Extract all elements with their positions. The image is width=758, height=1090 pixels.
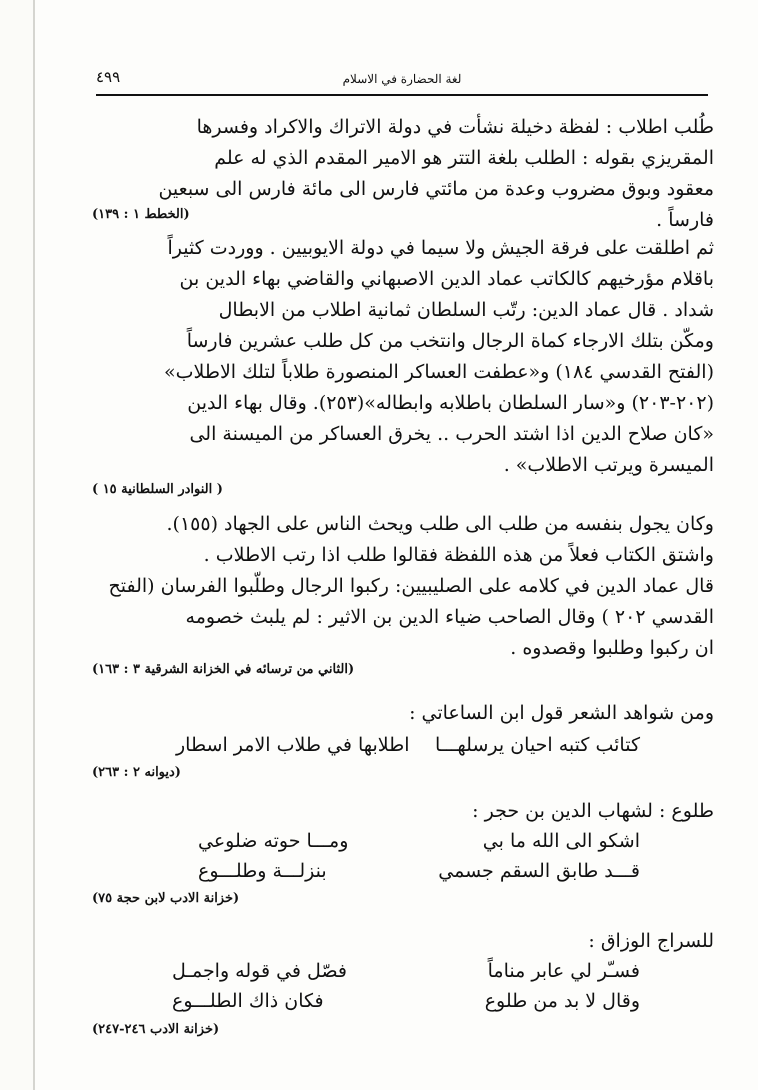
text-line: ومكّن بتلك الارجاء كماة الرجال وانتخب من كل طلب عشرين فارساً <box>186 330 714 352</box>
verse-hemistich: قـــد طابق السقم جسمي <box>438 860 640 882</box>
text-line: القدسي ٢٠٢ ) وقال الصاحب ضياء الدين بن الاثير : لم يلبث خصومه <box>185 606 714 628</box>
paragraph-ayyubid <box>92 233 714 481</box>
text-line: فارساً . <box>656 209 714 231</box>
source-citation: (الخطط ١ : ١٣٩) <box>92 207 190 222</box>
text-line: معقود وبوق مضروب وعدة من مائتي فارس الى مائة فارس الى سبعين <box>158 178 714 200</box>
text-line: قال عماد الدين في كلامه على الصليبيين: ركبوا الرجال وطلّبوا الفرسان (الفتح <box>108 575 714 597</box>
text-line: الميسرة ويرتب الاطلاب» . <box>503 454 714 476</box>
siraj-intro <box>92 926 714 957</box>
text-line: طلوع : لشهاب الدين بن حجر : <box>472 800 714 822</box>
text-line: وكان يجول بنفسه من طلب الى طلب ويحث الناس على الجهاد (١٥٥). <box>166 513 714 535</box>
running-header <box>96 58 708 98</box>
paragraph-derivation <box>92 509 714 664</box>
verse-hemistich: فصّل في قوله واجمـل <box>172 960 347 982</box>
text-line: المقريزي بقوله : الطلب بلغة التتر هو الامير المقدم الذي له علم <box>214 147 714 169</box>
poetry-intro <box>92 698 714 729</box>
text-line: (٢٠٢-٢٠٣) و«سار السلطان باطلابه وابطاله»(٢٥٣). وقال بهاء الدين <box>187 392 714 414</box>
text-line: ان ركبوا وطلبوا وقصدوه . <box>510 637 714 659</box>
verse-hemistich: كتائب كتبه احيان يرسلهـــا <box>434 734 640 756</box>
source-citation: (الثاني من ترسائه في الخزانة الشرقية ٣ : ١٦٣) <box>92 662 355 677</box>
verse-hemistich: وقال لا بد من طلوع <box>484 990 640 1012</box>
verse-hemistich: فسـّر لي عابر مناماً <box>487 960 640 982</box>
text-line: (الفتح القدسي ١٨٤) و«عطفت العساكر المنصورة طلاباً لتلك الاطلاب» <box>164 361 714 383</box>
scan-margin <box>0 0 34 1090</box>
verse-hemistich: فكان ذاك الطلـــوع <box>172 990 324 1012</box>
text-line: باقلام مؤرخيهم كالكاتب عماد الدين الاصبهاني والقاضي بهاء الدين بن <box>179 268 714 290</box>
text-line: للسراج الوزاق : <box>588 930 714 952</box>
source-citation: (خزانة الادب لابن حجة ٧٥) <box>92 891 240 906</box>
verse-hemistich: بنزلـــة وطلـــوع <box>198 860 327 882</box>
text-line: «كان صلاح الدين اذا اشتد الحرب .. يخرق العساكر من الميسنة الى <box>189 423 714 445</box>
header-rule <box>96 94 708 96</box>
source-citation: ( النوادر السلطانية ١٥ ) <box>92 482 223 497</box>
page-edge-line <box>33 0 35 1090</box>
verse-hemistich: اشكو الى الله ما بي <box>482 830 640 852</box>
running-title: لغة الحضارة في الاسلام <box>342 72 462 86</box>
verse-hemistich: ومـــا حوته ضلوعي <box>198 830 349 852</box>
source-citation: (خزانة الادب ٢٤٦-٢٤٧) <box>92 1022 220 1037</box>
text-line: ثم اطلقت على فرقة الجيش ولا سيما في دولة الايوبيين . ووردت كثيراً <box>167 237 714 259</box>
tuluu-intro <box>92 796 714 827</box>
page-number: ٤٩٩ <box>96 68 121 86</box>
text-line: شداد . قال عماد الدين: رتّب السلطان ثمانية اطلاب من الابطال <box>218 299 714 321</box>
verse-hemistich: اطلابها في طلاب الامر اسطار <box>176 734 410 756</box>
text-line: ومن شواهد الشعر قول ابن الساعاتي : <box>409 702 714 724</box>
source-citation: (ديوانه ٢ : ٢٦٣) <box>92 765 181 780</box>
text-line: طُلب اطلاب : لفظة دخيلة نشأت في دولة الاتراك والاكراد وفسرها <box>196 116 714 138</box>
text-line: واشتق الكتاب فعلاً من هذه اللفظة فقالوا طلب اذا رتب الاطلاب . <box>203 544 714 566</box>
